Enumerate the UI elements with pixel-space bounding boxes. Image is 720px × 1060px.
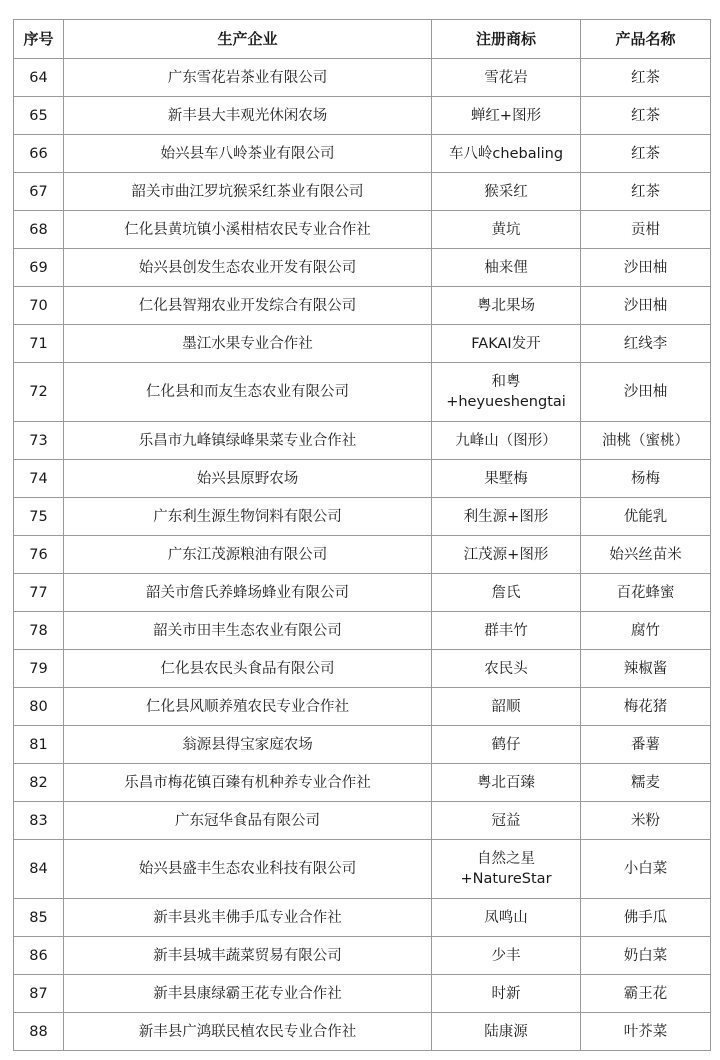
cell-product: 油桃（蜜桃） (581, 422, 711, 460)
cell-product: 辣椒酱 (581, 650, 711, 688)
cell-product: 红茶 (581, 135, 711, 173)
trademark-line: 柚来俚 (484, 259, 528, 276)
trademark-line: FAKAI发开 (471, 335, 541, 352)
cell-trademark (432, 802, 581, 840)
cell-trademark (432, 135, 581, 173)
cell-no: 72 (14, 363, 64, 422)
cell-trademark (432, 574, 581, 612)
cell-trademark (432, 612, 581, 650)
cell-trademark (432, 650, 581, 688)
table-row (14, 937, 711, 975)
header-company: 生产企业 (64, 20, 432, 59)
cell-trademark (432, 249, 581, 287)
cell-no: 81 (14, 726, 64, 764)
cell-company: 韶关市田丰生态农业有限公司 (64, 612, 432, 650)
header-no: 序号 (14, 20, 64, 59)
cell-product: 米粉 (581, 802, 711, 840)
cell-no: 65 (14, 97, 64, 135)
table-row (14, 59, 711, 97)
cell-company: 始兴县车八岭茶业有限公司 (64, 135, 432, 173)
cell-company: 仁化县风顺养殖农民专业合作社 (64, 688, 432, 726)
cell-company: 广东雪花岩茶业有限公司 (64, 59, 432, 97)
cell-company: 广东冠华食品有限公司 (64, 802, 432, 840)
cell-no: 88 (14, 1013, 64, 1051)
trademark-line: 和粤 (491, 374, 521, 390)
trademark-line: 雪花岩 (484, 69, 528, 86)
trademark-line: 果墅梅 (484, 470, 528, 487)
trademark-line: 蝉红+图形 (470, 107, 542, 124)
trademark-line: 江茂源+图形 (463, 546, 549, 563)
cell-no: 86 (14, 937, 64, 975)
trademark-line: 粤北百臻 (477, 774, 535, 791)
table-row (14, 97, 711, 135)
trademark-line: 车八岭chebaling (448, 145, 564, 162)
trademark-line: 少丰 (491, 947, 521, 964)
cell-trademark (432, 59, 581, 97)
cell-product: 梅花猪 (581, 688, 711, 726)
table-row (14, 726, 711, 764)
cell-company: 仁化县和而友生态农业有限公司 (64, 363, 432, 422)
cell-trademark (432, 460, 581, 498)
cell-product: 红茶 (581, 59, 711, 97)
cell-product: 霸王花 (581, 975, 711, 1013)
cell-product: 小白菜 (581, 840, 711, 899)
cell-no: 78 (14, 612, 64, 650)
cell-trademark (432, 899, 581, 937)
cell-trademark (432, 1013, 581, 1051)
cell-no: 83 (14, 802, 64, 840)
cell-trademark (432, 840, 581, 899)
cell-company: 新丰县广鸿联民植农民专业合作社 (64, 1013, 432, 1051)
cell-trademark (432, 422, 581, 460)
cell-trademark (432, 211, 581, 249)
cell-trademark (432, 975, 581, 1013)
cell-product: 始兴丝苗米 (581, 536, 711, 574)
cell-product: 百花蜂蜜 (581, 574, 711, 612)
cell-no: 73 (14, 422, 64, 460)
table-row (14, 211, 711, 249)
cell-trademark (432, 726, 581, 764)
trademark-line: 时新 (491, 985, 521, 1002)
table-row (14, 422, 711, 460)
table-row (14, 287, 711, 325)
cell-no: 79 (14, 650, 64, 688)
cell-product: 红茶 (581, 173, 711, 211)
cell-trademark (432, 688, 581, 726)
cell-company: 始兴县原野农场 (64, 460, 432, 498)
cell-trademark (432, 97, 581, 135)
cell-no: 87 (14, 975, 64, 1013)
trademark-line: 詹氏 (491, 584, 521, 601)
cell-trademark (432, 173, 581, 211)
cell-company: 新丰县康绿霸王花专业合作社 (64, 975, 432, 1013)
cell-company: 仁化县智翔农业开发综合有限公司 (64, 287, 432, 325)
trademark-line: 自然之星 (477, 851, 535, 867)
cell-trademark (432, 325, 581, 363)
cell-trademark (432, 287, 581, 325)
header-row (14, 20, 711, 59)
cell-no: 75 (14, 498, 64, 536)
cell-product: 沙田柚 (581, 363, 711, 422)
cell-no: 67 (14, 173, 64, 211)
trademark-table (13, 19, 711, 1051)
table-row (14, 536, 711, 574)
cell-product: 杨梅 (581, 460, 711, 498)
cell-product: 腐竹 (581, 612, 711, 650)
table-row (14, 802, 711, 840)
trademark-line: 九峰山（图形） (455, 432, 557, 449)
trademark-line: +heyueshengtai (446, 394, 566, 410)
trademark-line: 粤北果场 (477, 297, 535, 314)
trademark-line: 猴采红 (484, 183, 528, 200)
cell-product: 沙田柚 (581, 249, 711, 287)
header-trademark: 注册商标 (432, 20, 581, 59)
cell-company: 韶关市詹氏养蜂场蜂业有限公司 (64, 574, 432, 612)
cell-product: 奶白菜 (581, 937, 711, 975)
cell-product: 番薯 (581, 726, 711, 764)
table-row (14, 899, 711, 937)
cell-product: 叶芥菜 (581, 1013, 711, 1051)
table-row (14, 460, 711, 498)
cell-company: 始兴县创发生态农业开发有限公司 (64, 249, 432, 287)
cell-company: 仁化县农民头食品有限公司 (64, 650, 432, 688)
cell-no: 77 (14, 574, 64, 612)
cell-company: 新丰县大丰观光休闲农场 (64, 97, 432, 135)
cell-trademark (432, 363, 581, 422)
table-row (14, 764, 711, 802)
trademark-line: 农民头 (484, 660, 528, 677)
table-row (14, 688, 711, 726)
cell-trademark (432, 937, 581, 975)
cell-no: 64 (14, 59, 64, 97)
table-row (14, 249, 711, 287)
cell-no: 70 (14, 287, 64, 325)
trademark-line: 陆康源 (484, 1023, 528, 1040)
cell-product: 优能乳 (581, 498, 711, 536)
cell-trademark (432, 498, 581, 536)
table-row (14, 363, 711, 422)
cell-company: 始兴县盛丰生态农业科技有限公司 (64, 840, 432, 899)
table-row (14, 498, 711, 536)
cell-no: 68 (14, 211, 64, 249)
table-row (14, 574, 711, 612)
cell-product: 糯麦 (581, 764, 711, 802)
cell-company: 乐昌市梅花镇百臻有机种养专业合作社 (64, 764, 432, 802)
cell-no: 80 (14, 688, 64, 726)
trademark-line: 群丰竹 (484, 622, 528, 639)
cell-no: 85 (14, 899, 64, 937)
cell-company: 翁源县得宝家庭农场 (64, 726, 432, 764)
trademark-line: 冠益 (491, 812, 521, 829)
cell-product: 红线李 (581, 325, 711, 363)
trademark-line: 黄坑 (491, 221, 521, 238)
cell-company: 韶关市曲江罗坑猴采红茶业有限公司 (64, 173, 432, 211)
table-row (14, 1013, 711, 1051)
cell-product: 沙田柚 (581, 287, 711, 325)
cell-company: 广东江茂源粮油有限公司 (64, 536, 432, 574)
cell-no: 69 (14, 249, 64, 287)
trademark-line: 凤鸣山 (484, 909, 528, 926)
table-row (14, 135, 711, 173)
trademark-line: 鹤仔 (491, 736, 521, 753)
table-row (14, 325, 711, 363)
trademark-line: 利生源+图形 (463, 508, 549, 525)
cell-company: 仁化县黄坑镇小溪柑桔农民专业合作社 (64, 211, 432, 249)
cell-no: 82 (14, 764, 64, 802)
table-row (14, 975, 711, 1013)
cell-company: 墨江水果专业合作社 (64, 325, 432, 363)
cell-no: 76 (14, 536, 64, 574)
trademark-line: +NatureStar (460, 871, 552, 887)
cell-product: 红茶 (581, 97, 711, 135)
cell-no: 74 (14, 460, 64, 498)
cell-no: 66 (14, 135, 64, 173)
header-product: 产品名称 (581, 20, 711, 59)
cell-product: 佛手瓜 (581, 899, 711, 937)
cell-product: 贡柑 (581, 211, 711, 249)
table-row (14, 612, 711, 650)
cell-company: 广东利生源生物饲料有限公司 (64, 498, 432, 536)
cell-company: 新丰县城丰蔬菜贸易有限公司 (64, 937, 432, 975)
trademark-line: 韶顺 (491, 698, 521, 715)
cell-no: 84 (14, 840, 64, 899)
cell-company: 新丰县兆丰佛手瓜专业合作社 (64, 899, 432, 937)
table-row (14, 840, 711, 899)
cell-trademark (432, 536, 581, 574)
cell-no: 71 (14, 325, 64, 363)
table-row (14, 650, 711, 688)
cell-company: 乐昌市九峰镇绿峰果菜专业合作社 (64, 422, 432, 460)
table-row (14, 173, 711, 211)
cell-trademark (432, 764, 581, 802)
